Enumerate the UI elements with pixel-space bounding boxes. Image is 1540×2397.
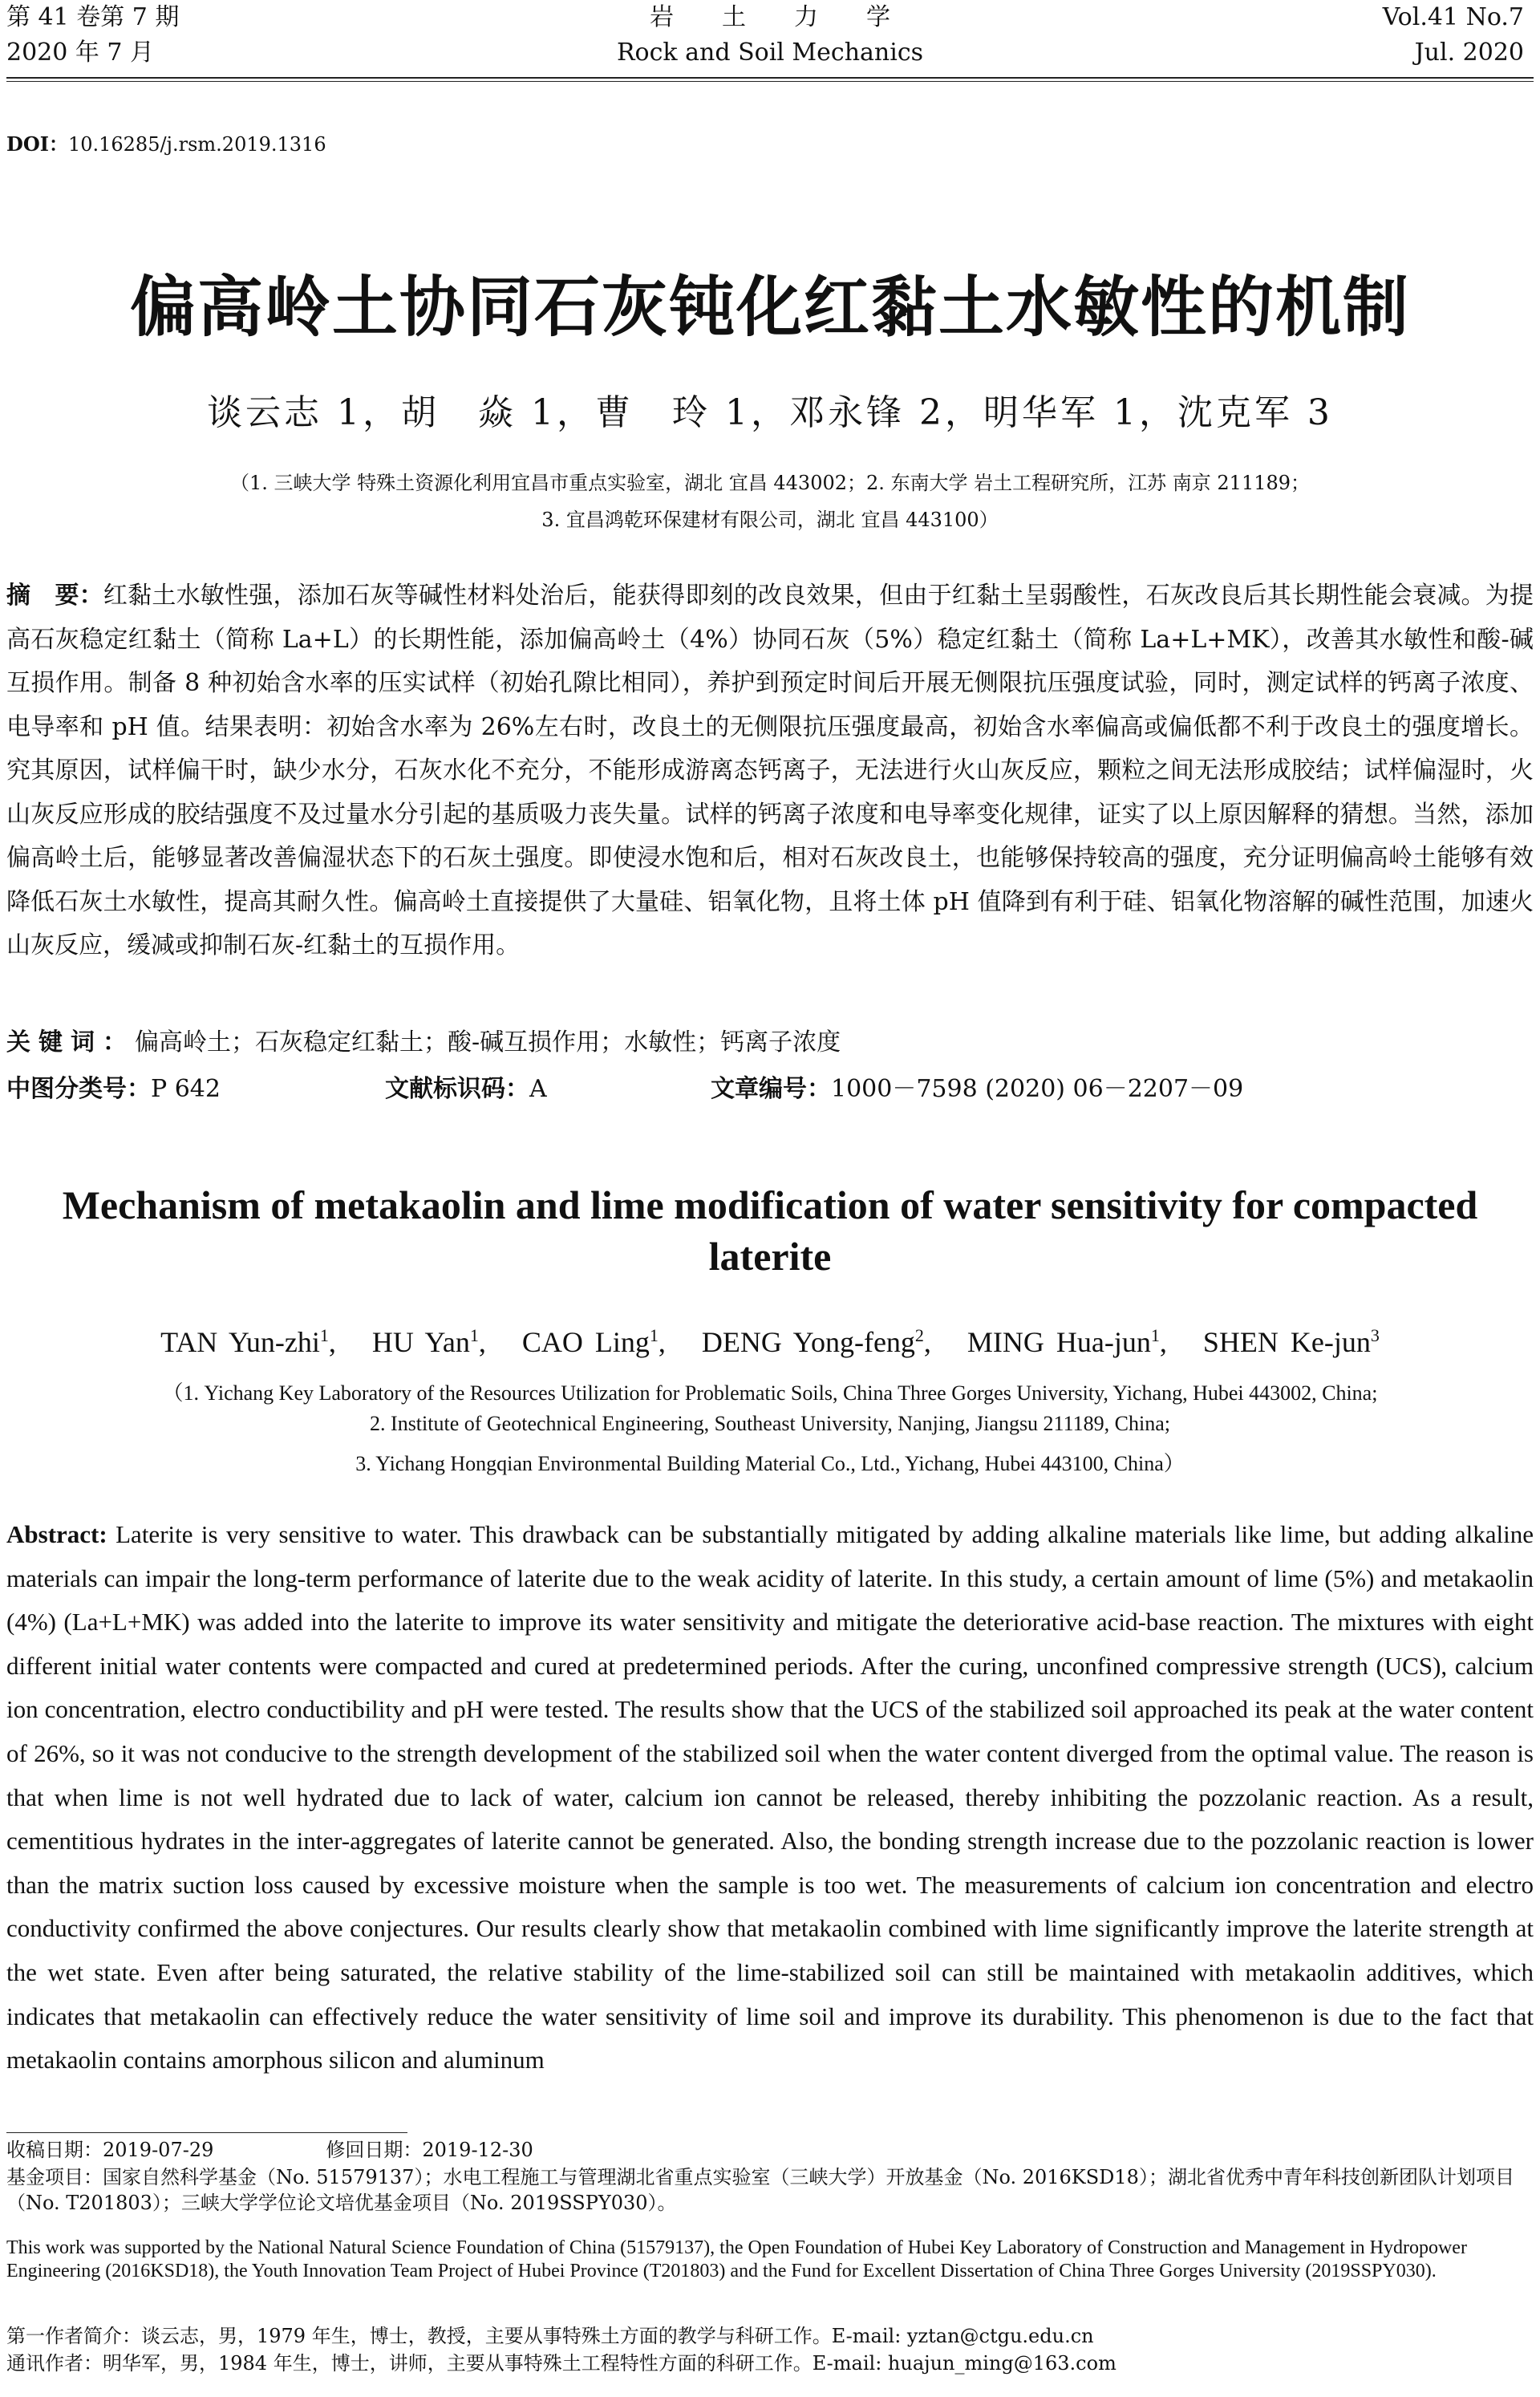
abstract-cn-text: 红黏土水敏性强，添加石灰等碱性材料处治后，能获得即刻的改良效果，但由于红黏土呈弱酸性，石灰改良后其长期性能会衰减。为提高石灰稳定红黏土（简称 La+L）的长期性能，添加偏高岭土（4%）协同石灰（5%）稳定红黏土（简称 La+L+MK），改善其水敏性和酸-碱互损作用。制备 8 种初始含水率的压实试样（初始孔隙比相同），养护到预定时间后开展无侧限抗压强度试验，同时，测定试样的钙离子浓度、电导率和 pH 值。结果表明：初始含水率为 26%左右时，改良土的无侧限抗压强度最高，初始含水率偏高或偏低都不利于改良土的强度增长。究其原因，试样偏干时，缺少水分，石灰水化不充分，不能形成游离态钙离子，无法进行火山灰反应，颗粒之间无法形成胶结；试样偏湿时，火山灰反应形成的胶结强度不及过量水分引起的基质吸力丧失量。试样的钙离子浓度和电导率变化规律，证实了以上原因解释的猜想。当然，添加偏高岭土后，能够显著改善偏湿状态下的石灰土强度。即使浸水饱和后，相对石灰改良土，也能够保持较高的强度，充分证明偏高岭土能够有效降低石灰土水敏性，提高其耐久性。偏高岭土直接提供了大量硅、铝氧化物，且将土体 pH 值降到有利于硅、铝氧化物溶解的碱性范围，加速火山灰反应，缓减或抑制石灰-红黏土的互损作用。	[6, 582, 1534, 959]
doc-code-value: A	[529, 1075, 547, 1103]
doc-code-label: 文献标识码：	[385, 1075, 529, 1103]
journal-volume-info-en	[1383, 0, 1524, 71]
doi	[6, 128, 326, 156]
footnote-rule	[6, 2132, 407, 2133]
volume-issue-cn: 第 41 卷第 7 期	[6, 3, 180, 31]
author-en: SHEN Ke-jun$^3$	[1202, 1325, 1380, 1358]
keywords-cn-text: 偏高岭土；石灰稳定红黏土；酸-碱互损作用；水敏性；钙离子浓度	[135, 1028, 841, 1057]
abstract-cn	[6, 574, 1534, 968]
author-en: DENG Yong-feng$^2$	[701, 1325, 924, 1358]
fund-footnote-cn: 基金项目：国家自然科学基金（No. 51579137）；水电工程施工与管理湖北省重点实验室（三峡大学）开放基金（No. 2016KSD18）；湖北省优秀中青年科技创新团队计划项目（No. T201803）；三峡大学学位论文培优基金项目（No. 2019SSPY030）。	[6, 2166, 1514, 2214]
journal-name-cn: 岩 土 力 学	[650, 3, 890, 31]
dates-footnote	[6, 2137, 1534, 2163]
journal-name	[0, 0, 1540, 71]
clc-value: P 642	[151, 1075, 221, 1103]
abstract-en-label: Abstract:	[6, 1520, 107, 1548]
affiliation-en-line: （1. Yichang Key Laboratory of the Resources Utilization for Problematic Soils, China Three Gorges University, Yichang, Hubei 443002, China;	[162, 1381, 1378, 1405]
header-rule-thin	[6, 81, 1534, 82]
affiliation-en-line: 3. Yichang Hongqian Environmental Building Material Co., Ltd., Yichang, Hubei 443100, China）	[355, 1452, 1185, 1475]
clc-number	[6, 1069, 221, 1104]
title-cn: 偏高岭土协同石灰钝化红黏土水敏性的机制	[129, 270, 1410, 346]
author-en: CAO Ling$^1$	[521, 1325, 659, 1358]
first-author-footnote: 第一作者简介：谈云志，男，1979 年生，博士，教授，主要从事特殊土方面的教学与科研工作。E-mail: yztan@ctgu.edu.cn	[6, 2325, 1094, 2347]
header-rule	[6, 77, 1534, 79]
affiliation-cn-line: （1. 三峡大学 特殊土资源化利用宜昌市重点实验室，湖北 宜昌 443002；2. 东南大学 岩土工程研究所，江苏 南京 211189；	[229, 472, 1311, 494]
affiliation-cn-line: 3. 宜昌鸿乾环保建材有限公司，湖北 宜昌 443100）	[541, 509, 999, 531]
keywords-cn	[6, 1022, 841, 1057]
article-number-value: 1000－7598 (2020) 06－2207－09	[831, 1075, 1244, 1103]
article-number-label: 文章编号：	[711, 1075, 831, 1103]
keywords-cn-label: 关键词：	[6, 1028, 135, 1057]
author-en: HU Yan$^1$	[371, 1325, 479, 1358]
fund-footnote-en: This work was supported by the National Natural Science Foundation of China (51579137), the Open Foundation of Hubei Key Laboratory of Construction and Management in Hydropower Engineering (2016KSD18), the Youth Innovation Team Project of Hubei Province (T201803) and the Fund for Excellent Dissertation of China Three Gorges University (2019SSPY030).	[6, 2237, 1467, 2281]
affiliation-en-line: 2. Institute of Geotechnical Engineering, Southeast University, Nanjing, Jiangsu 211189, China;	[370, 1412, 1170, 1435]
journal-name-en: Rock and Soil Mechanics	[616, 39, 924, 67]
revised-date: 修回日期：2019-12-30	[326, 2139, 533, 2161]
authors-cn: 谈云志 1，胡 焱 1，曹 玲 1，邓永锋 2，明华军 1，沈克军 3	[207, 392, 1333, 433]
doi-value: 10.16285/j.rsm.2019.1316	[67, 133, 326, 156]
received-date: 收稿日期：2019-07-29	[6, 2139, 214, 2161]
title-en: Mechanism of metakaolin and lime modification of water sensitivity for compacted laterite	[62, 1182, 1478, 1279]
authors-en: TAN Yun-zhi$^1$, HU Yan$^1$, CAO Ling$^1$, DENG Yong-feng$^2$, MING Hua-jun$^1$, SHEN Ke-jun$^3$	[160, 1325, 1380, 1358]
volume-issue-en: Vol.41 No.7	[1382, 3, 1524, 31]
abstract-cn-label: 摘 要：	[6, 582, 103, 610]
abstract-en-text: Laterite is very sensitive to water. This drawback can be substantially mitigated by adding alkaline materials like lime, but adding alkaline materials can impair the long-term performance of laterite due to the weak acidity of laterite. In this study, a certain amount of lime (5%) and metakaolin (4%) (La+L+MK) was added into the laterite to improve its water sensitivity and mitigate the deteriorative acid-base reaction. The mixtures with eight different initial water contents were compacted and cured at predetermined periods. After the curing, unconfined compressive strength (UCS), calcium ion concentration, electro conductibility and pH were tested. The results show that the UCS of the stabilized soil approached its peak at the water content of 26%, so it was not conducive to the strength development of the stabilized soil when the water content diverged from the optimal value. The reason is that when lime is not well hydrated due to lack of water, calcium ion cannot be released, thereby inhibiting the pozzolanic reaction. As a result, cementitious hydrates in the inter-aggregates of laterite cannot be generated. Also, the bonding strength increase due to the pozzolanic reaction is lower than the matrix suction loss caused by excessive moisture when the sample is too wet. The measurements of calcium ion concentration and electro conductivity confirmed the above conjectures. Our results clearly show that metakaolin combined with lime significantly improve the laterite strength at the wet state. Even after being saturated, the relative stability of the lime-stabilized soil can still be maintained with metakaolin additives, which indicates that metakaolin can effectively reduce the water sensitivity of lime soil and improve its durability. This phenomenon is due to the fact that metakaolin contains amorphous silicon and aluminum	[6, 1520, 1534, 2075]
corresponding-author-footnote: 通讯作者：明华军，男，1984 年生，博士，讲师，主要从事特殊土工程特性方面的科研工作。E-mail: huajun_ming@163.com	[6, 2352, 1116, 2375]
date-en: Jul. 2020	[1414, 39, 1524, 67]
doi-label: DOI：	[6, 132, 68, 156]
clc-label: 中图分类号：	[6, 1075, 151, 1103]
author-en: TAN Yun-zhi$^1$	[160, 1325, 329, 1358]
document-code	[385, 1069, 547, 1104]
date-cn: 2020 年 7 月	[6, 39, 155, 67]
author-en: MING Hua-jun$^1$	[967, 1325, 1160, 1358]
article-number	[711, 1069, 1243, 1104]
